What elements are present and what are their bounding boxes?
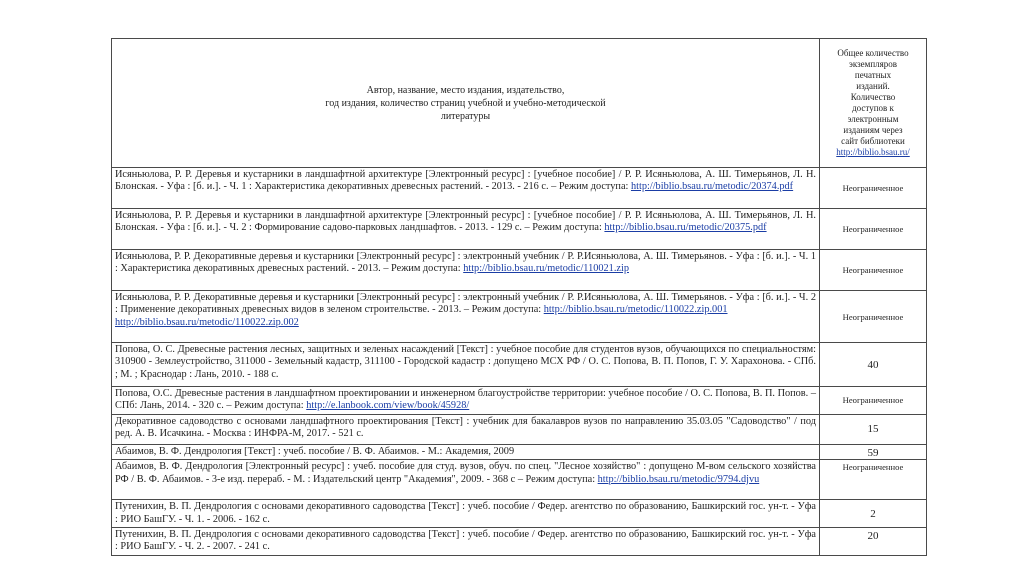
bibliographic-entry-cell [112, 291, 820, 343]
quantity-cell: Неограниченное [820, 209, 927, 250]
bibliographic-entry-cell [112, 414, 820, 444]
resource-link[interactable]: http://biblio.bsau.ru/metodic/110022.zip.002 [115, 316, 299, 328]
bibliographic-entry-text: Исяньюлова, Р. Р. Деревья и кустарники в ландшафтной архитектуре [Электронный ресурс] : [учебное пособие] / Р. Р. Исяньюлова, А. Ш. Тимерьянов, Л. Н. Блонская. - Уфа : [б. и.]. - Ч. 2 : Формирование садово-парковых ландшафтов. - 2013. - 129 с. – Режим доступа: [115, 210, 816, 234]
bibliographic-entry-text: Попова, О.С. Древесные растения в ландшафтном проектировании и инженерном благоустройстве территории: учебное пособие / О. С. Попова, В. П. Попов. – СПб: Лань, 2014. - 320 с. – Режим доступа: [115, 388, 816, 412]
resource-link[interactable]: http://biblio.bsau.ru/metodic/110022.zip.001 [543, 304, 728, 316]
quantity-cell: 40 [820, 343, 927, 387]
quantity-cell: Неограниченное [820, 387, 927, 415]
header-description-cell [112, 39, 820, 168]
header-line: Автор, название, место издания, издательство, [366, 84, 565, 96]
quantity-cell: Неограниченное [820, 460, 927, 500]
bibliographic-entry-text: Исяньюлова, Р. Р. Декоративные деревья и кустарники [Электронный ресурс] : электронный учебник / Р. Р.Исяньюлова, А. Ш. Тимерьянов. - Уфа : [б. и.]. - Ч. 2 : Применение декоративных древесных видов в зеленом строительстве. - 2013. – Режим доступа: [115, 292, 816, 316]
header-qty-line: экземпляров [848, 59, 898, 69]
table-row [112, 209, 927, 250]
literature-table [111, 38, 927, 556]
bibliographic-entry-text: Абаимов, В. Ф. Дендрология [Электронный ресурс] : учеб. пособие для студ. вузов, обуч. по спец. "Лесное хозяйство" : допущено М-вом сельского хозяйства РФ / В. Ф. Абаимов. - 3-е изд. перераб. - М. : Издательский центр "Академия", 2009. - 368 с – Режим доступа: [115, 461, 816, 485]
quantity-cell: 20 [820, 528, 927, 556]
header-qty-line: Количество [850, 92, 896, 102]
quantity-cell: Неограниченное [820, 291, 927, 343]
quantity-cell: 2 [820, 500, 927, 528]
resource-link[interactable]: http://e.lanbook.com/view/book/45928/ [306, 400, 470, 412]
literature-table-sheet [111, 38, 926, 556]
bibliographic-entry-cell [112, 250, 820, 291]
header-qty-line: сайт библиотеки [841, 136, 905, 146]
resource-link[interactable]: http://biblio.bsau.ru/metodic/20374.pdf [630, 181, 794, 193]
table-row [112, 168, 927, 209]
bibliographic-entry-cell [112, 500, 820, 528]
quantity-cell: Неограниченное [820, 250, 927, 291]
resource-link[interactable]: http://biblio.bsau.ru/metodic/9794.djvu [597, 473, 760, 485]
header-qty-line: изданиям через [843, 125, 903, 135]
table-row [112, 528, 927, 556]
header-quantity-cell [820, 39, 927, 168]
header-qty-line: электронным [847, 114, 899, 124]
bibliographic-entry-text: Путенихин, В. П. Дендрология с основами декоративного садоводства [Текст] : учеб. пособие / Федер. агентство по образованию, Башкирский гос. ун-т. - Уфа : РИО БашГУ. - Ч. 1. - 2006. - 162 с. [115, 501, 816, 525]
header-qty-line: доступов к [852, 103, 894, 113]
quantity-cell: Неограниченное [820, 168, 927, 209]
bibliographic-entry-text: Путенихин, В. П. Дендрология с основами декоративного садоводства [Текст] : учеб. пособие / Федер. агентство по образованию, Башкирский гос. ун-т. - Уфа : РИО БашГУ. - Ч. 2. - 2007. - 241 с. [115, 529, 816, 553]
bibliographic-entry-cell [112, 168, 820, 209]
table-row [112, 250, 927, 291]
bibliographic-entry-cell [112, 209, 820, 250]
header-qty-line: печатных [854, 70, 892, 80]
bibliographic-entry-cell [112, 444, 820, 459]
table-row [112, 500, 927, 528]
bibliographic-entry-cell [112, 528, 820, 556]
header-row [112, 39, 927, 168]
resource-link[interactable]: http://biblio.bsau.ru/metodic/110021.zip [463, 263, 629, 275]
quantity-cell: 59 [820, 444, 927, 459]
bibliographic-entry-cell [112, 343, 820, 387]
table-row [112, 444, 927, 459]
quantity-cell: 15 [820, 414, 927, 444]
bibliographic-entry-cell [112, 460, 820, 500]
table-row [112, 387, 927, 415]
table-row [112, 291, 927, 343]
library-site-link[interactable]: http://biblio.bsau.ru/ [836, 147, 910, 157]
header-line: год издания, количество страниц учебной и учебно-методической [325, 97, 606, 109]
table-row [112, 460, 927, 500]
bibliographic-entry-text: Абаимов, В. Ф. Дендрология [Текст] : учеб. пособие / В. Ф. Абаимов. - М.: Академия, 2009 [115, 445, 515, 457]
table-row [112, 414, 927, 444]
bibliographic-entry-text: Декоративное садоводство с основами ландшафтного проектирования [Текст] : учебник для бакалавров вузов по направлению 35.03.05 "Садоводство" / под ред. А. В. Исачкина. - Москва : ИНФРА-М, 2017. - 521 с. [115, 415, 816, 440]
bibliographic-entry-text: Исяньюлова, Р. Р. Декоративные деревья и кустарники [Электронный ресурс] : электронный учебник / Р. Р.Исяньюлова, А. Ш. Тимерьянов. - Уфа : [б. и.]. - Ч. 1 : Характеристика декоративных древесных растений. - 2013. – Режим доступа: [115, 251, 816, 275]
bibliographic-entry-text: Исяньюлова, Р. Р. Деревья и кустарники в ландшафтной архитектуре [Электронный ресурс] : [учебное пособие] / Р. Р. Исяньюлова, А. Ш. Тимерьянов, Л. Н. Блонская. - Уфа : [б. и.]. - Ч. 1 : Характеристика декоративных древесных растений. - 2013. - 216 с. – Режим доступа: [115, 169, 816, 193]
header-qty-line: Общее количество [837, 48, 909, 58]
resource-link[interactable]: http://biblio.bsau.ru/metodic/20375.pdf [604, 222, 767, 234]
header-qty-line: изданий. [856, 81, 890, 91]
table-row [112, 343, 927, 387]
bibliographic-entry-cell [112, 387, 820, 415]
header-line: литературы [440, 110, 491, 122]
bibliographic-entry-text: Попова, О. С. Древесные растения лесных, защитных и зеленых насаждений [Текст] : учебное пособие для студентов вузов, обучающихся по специальностям: 310900 - Землеустройство, 311000 - Земельный кадастр, 311100 - Городской кадастр : допущено МСХ РФ / О. С. Попова, В. П. Попов, Г. У. Харахонова. - СПб. ; М. ; Краснодар : Лань, 2010. - 188 с. [115, 344, 816, 380]
